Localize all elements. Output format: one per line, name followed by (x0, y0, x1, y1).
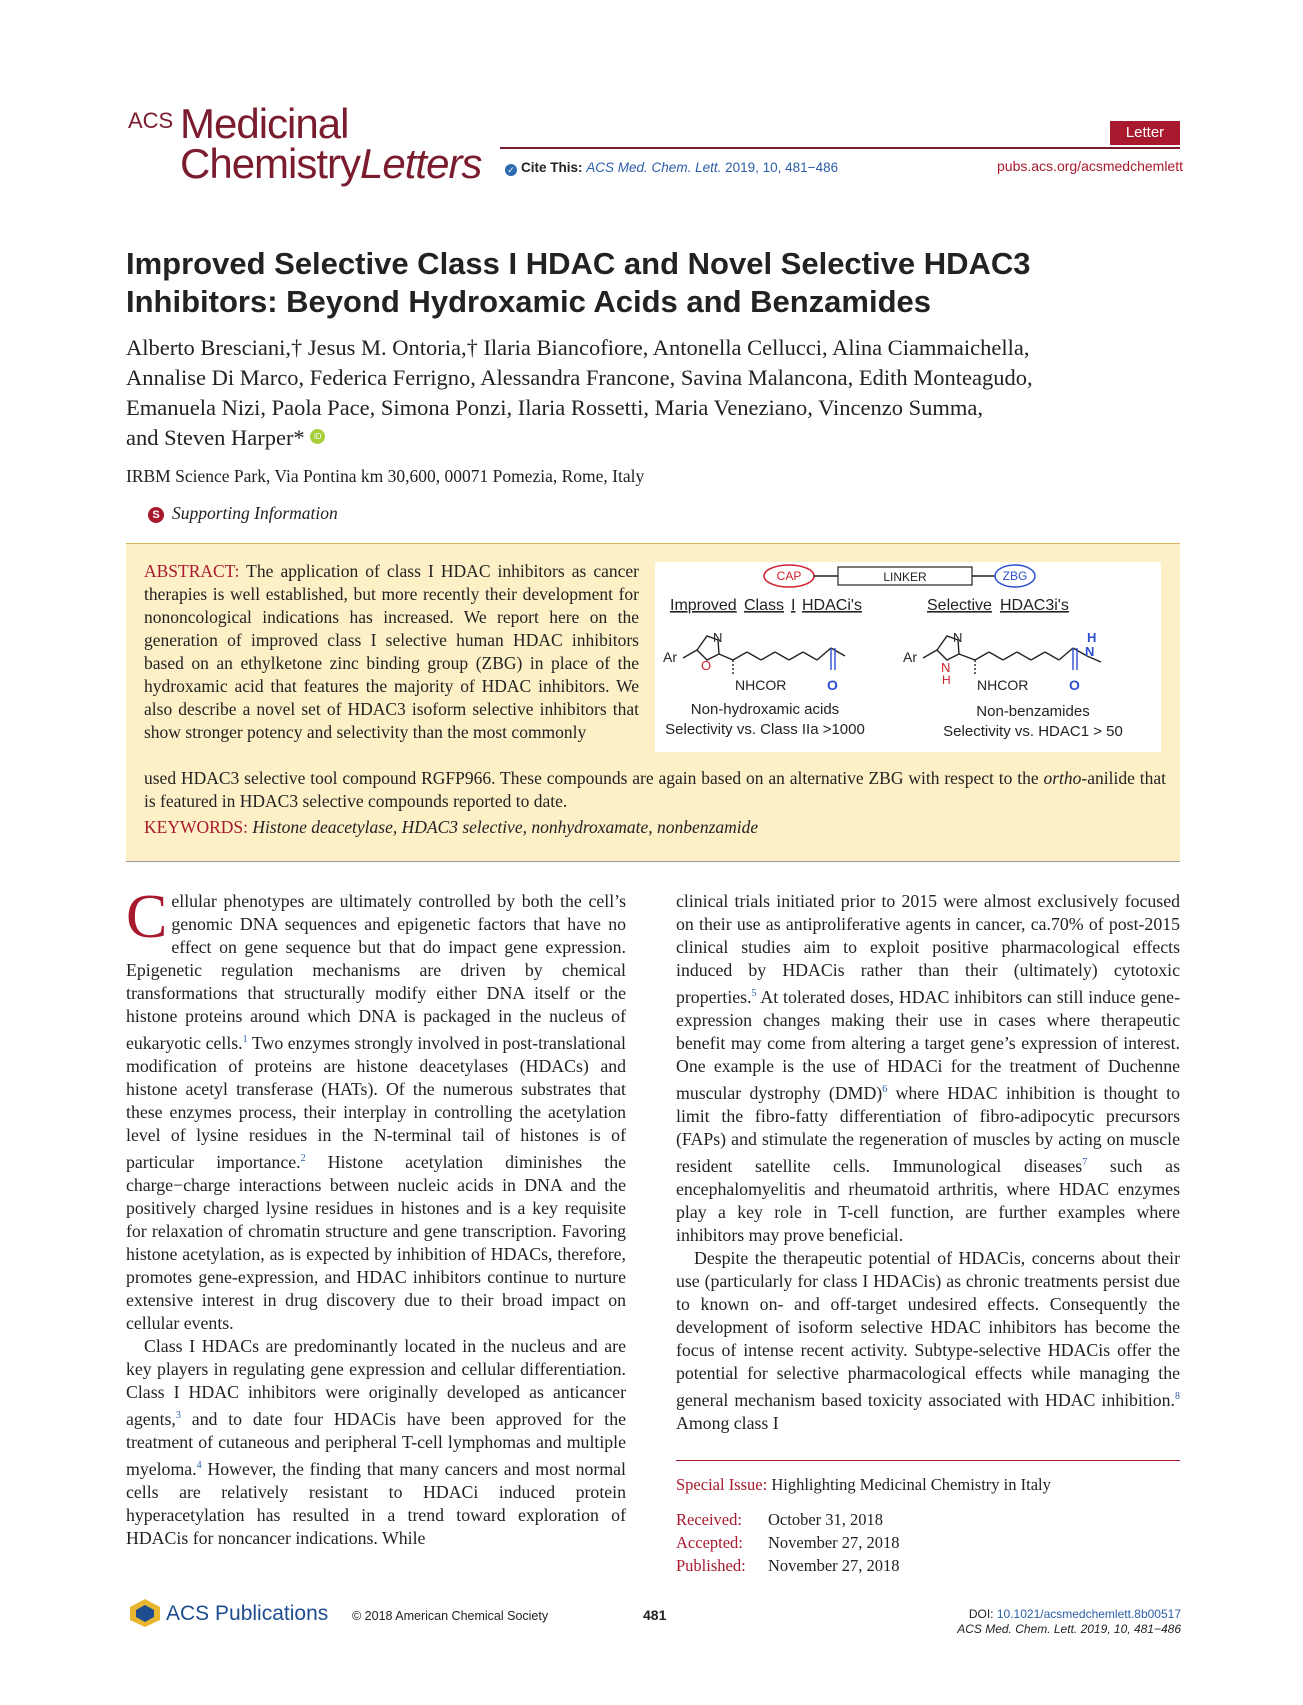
abstract-label: ABSTRACT: (144, 561, 240, 581)
drop-cap: C (126, 883, 168, 951)
supporting-information-link[interactable] (148, 503, 338, 524)
article-type-badge: Letter (1110, 121, 1180, 145)
abstract-text (144, 560, 639, 744)
toc-graphic-svg (655, 562, 1161, 752)
special-issue-label: Special Issue: (676, 1475, 768, 1494)
publication-dates (676, 1508, 900, 1577)
page-number: 481 (643, 1607, 667, 1623)
author-line-1: Alberto Bresciani,† Jesus M. Ontoria,† Ilaria Biancofiore, Antonella Cellucci, Alina Ciammaichella, (126, 335, 1030, 360)
body-paragraph: Despite the therapeutic potential of HDACis, concerns about their use (particularly for class I HDACis) as chronic treatments persist due to known on- and off-target undesired effects. Consequently the development of isoform selective HDAC inhibitors has become the focus of intense recent activity. Subtype-selective HDACis offer the potential for selective pharmacological effects while managing the general mechanism based toxicity associated with HDAC inhibition.$^8$ Among class I (676, 1247, 1180, 1433)
cite-this[interactable] (505, 160, 838, 176)
right-n-label: N (953, 630, 963, 645)
left-ketone-o: O (827, 677, 838, 693)
date-accepted: Accepted: November 27, 2018 (676, 1533, 900, 1552)
abstract-divider (126, 861, 1180, 862)
doi-block (957, 1607, 1181, 1637)
reference-link[interactable]: 1 (242, 1034, 248, 1045)
keywords (144, 817, 1166, 838)
logo-medicinal: Medicinal (180, 100, 349, 147)
journal-reference: ACS Med. Chem. Lett. 2019, 10, 481−486 (957, 1622, 1181, 1636)
logo-chemistry-letters: ChemistryLetters (180, 140, 482, 187)
linker-label: LINKER (883, 570, 927, 584)
right-amide-o: O (1069, 677, 1080, 693)
left-caption-2: Selectivity vs. Class IIa >1000 (665, 721, 865, 738)
doi-link[interactable]: 10.1021/acsmedchemlett.8b00517 (996, 1607, 1181, 1621)
left-o-label: O (701, 658, 712, 673)
publisher-name: ACS Publications (166, 1602, 329, 1625)
right-structure-title: Selective HDAC3i's (927, 597, 1069, 614)
special-issue-text: Highlighting Medicinal Chemistry in Italy (771, 1475, 1051, 1494)
title-line-1: Improved Selective Class I HDAC and Novel Selective HDAC3 (126, 246, 1031, 281)
special-issue (676, 1475, 1180, 1495)
abstract-continuation: used HDAC3 selective tool compound RGFP966. These compounds are again based on an alternative ZBG with respect to the ortho-anilide that is featured in HDAC3 selective compounds reported to date. (144, 768, 1166, 811)
reference-link[interactable]: 6 (882, 1083, 888, 1095)
keywords-list: Histone deacetylase, HDAC3 selective, nonhydroxamate, nonbenzamide (252, 817, 759, 837)
body-column-left (126, 883, 626, 1550)
special-issue-divider (676, 1460, 1180, 1461)
toc-graphic (655, 562, 1161, 752)
reference-link[interactable]: 2 (300, 1152, 306, 1164)
author-line-3: Emanuela Nizi, Paola Pace, Simona Ponzi, Ilaria Rossetti, Maria Veneziano, Vincenzo Summa, (126, 395, 983, 420)
reference-link[interactable]: 3 (175, 1409, 181, 1421)
reference-link[interactable]: 5 (751, 988, 757, 999)
keywords-label: KEYWORDS: (144, 817, 249, 837)
left-caption-1: Non-hydroxamic acids (690, 701, 840, 718)
reference-link[interactable]: 8 (1175, 1390, 1180, 1402)
reference-link[interactable]: 4 (196, 1459, 202, 1471)
right-amide-n: N (1085, 644, 1095, 659)
journal-logo (128, 100, 508, 195)
left-n-label: N (713, 630, 723, 645)
cite-label: Cite This: (521, 160, 583, 175)
author-list (126, 333, 1206, 453)
right-nhcor-label: NHCOR (977, 677, 1029, 693)
abstract-body: The application of class I HDAC inhibitors as cancer therapies is well established, but more recently their development for nononcological indications has increased. We report here on the generation of improved class I selective human HDAC inhibitors based on an ethylketone zinc binding group (ZBG) in place of the hydroxamic acid that features the majority of HDAC inhibitors. We also describe a novel set of HDAC3 isoform selective inhibitors that show stronger potency and selectivity than the most commonly (144, 561, 640, 742)
zbg-label: ZBG (1002, 569, 1028, 583)
date-received: Received: October 31, 2018 (676, 1510, 884, 1529)
journal-url[interactable]: pubs.acs.org/acsmedchemlett (997, 158, 1183, 174)
right-nh-h-label: H (942, 673, 951, 687)
left-nhcor-label: NHCOR (735, 677, 787, 693)
orcid-icon[interactable]: iD (310, 429, 325, 444)
body-paragraph: Cellular phenotypes are ultimately controlled by both the cell’s genomic DNA sequences and epigenetic factors that have no effect on gene sequence but that do impact gene expression. Epigenetic regulation mechanisms are driven by chemical transformations that structurally modify either DNA itself or the histone proteins around which DNA is packaged in the nucleus of eukaryotic cells.$^1$ Two enzymes strongly involved in post-translational modification of proteins are histone deacetylases (HDACs) and histone acetyl transferase (HATs). Of the numerous substrates that these enzymes process, their interplay in controlling the acetylation level of lysine residues in the N-terminal tail of histones is of particular importance.$^2$ Histone acetylation diminishes the charge−charge interactions between nucleic acids in DNA and the positively charged lysine residues in histones and is a key requisite for relaxation of chromatin structure and gene transcription. Favoring histone acetylation, as is expected by inhibition of HDACs, therefore, promotes gene-expression, and HDAC inhibitors continue to nurture extensive interest in drug discovery due to their broad impact on cellular events. (126, 883, 626, 1333)
date-published: Published: November 27, 2018 (676, 1556, 900, 1575)
author-line-4: and Steven Harper* iD (126, 423, 1206, 453)
right-amide-h: H (1087, 630, 1097, 645)
acs-hexagon-icon (128, 1598, 162, 1628)
supporting-info-label: Supporting Information (172, 503, 338, 523)
body-column-right (676, 890, 1180, 1435)
supporting-info-icon: S (148, 507, 164, 523)
title-line-2: Inhibitors: Beyond Hydroxamic Acids and Benzamides (126, 284, 932, 319)
affiliation: IRBM Science Park, Via Pontina km 30,600, 00071 Pomezia, Rome, Italy (126, 466, 645, 486)
acs-publications-logo[interactable] (128, 1598, 328, 1628)
right-caption-1: Non-benzamides (976, 703, 1090, 720)
check-icon: ✓ (505, 164, 517, 176)
left-structure-title: Improved Class I HDACi's (670, 597, 862, 614)
doi-label: DOI: (968, 1607, 994, 1621)
article-title (126, 245, 1186, 321)
copyright: © 2018 American Chemical Society (352, 1609, 549, 1623)
reference-link[interactable]: 7 (1082, 1156, 1088, 1168)
logo-acs: ACS (128, 108, 174, 133)
cap-label: CAP (776, 569, 802, 583)
body-paragraph: clinical trials initiated prior to 2015 were almost exclusively focused on their use as antiproliferative agents in cancer, ca.70% of post-2015 clinical studies aim to exploit positive pharmacological effects induced by HDACis rather than their (ultimately) cytotoxic properties.$^5$ At tolerated doses, HDAC inhibitors can still induce gene-expression changes making their use in cases where therapeutic benefit may come from altering a target gene’s expression of interest. One example is the use of HDACi for the treatment of Duchenne muscular dystrophy (DMD)$^6$ where HDAC inhibition is thought to limit the fibro-fatty differentiation of fibro-adipocytic precursors (FAPs) and stimulate the regeneration of muscles by acting on muscle resident satellite cells. Immunological diseases$^7$ such as encephalomyelitis and rheumatoid arthritis, where HDAC enzymes play a key role in T-cell function, are further examples where inhibitors may prove beneficial. (676, 891, 1181, 1245)
author-line-2: Annalise Di Marco, Federica Ferrigno, Alessandra Francone, Savina Malancona, Edith Monteagudo, (126, 365, 1033, 390)
cite-journal[interactable]: ACS Med. Chem. Lett. (586, 160, 722, 175)
body-paragraph: Class I HDACs are predominantly located in the nucleus and are key players in regulating gene expression and cellular differentiation. Class I HDAC inhibitors were originally developed as anticancer agents,$^3$ and to date four HDACis have been approved for the treatment of cutaneous and peripheral T-cell lymphomas and multiple myeloma.$^4$ However, the finding that many cancers and most normal cells are relatively resistant to HDACi induced protein hyperacetylation has resulted in a trend toward exploration of HDACis for noncancer indications. While (126, 1335, 626, 1548)
left-ar-label: Ar (663, 649, 677, 665)
cite-volume[interactable]: 2019, 10, 481−486 (725, 160, 839, 175)
right-ar-label: Ar (903, 649, 917, 665)
header-divider (500, 147, 1180, 149)
right-nh-n-label: N (941, 660, 951, 675)
right-caption-2: Selectivity vs. HDAC1 > 50 (943, 723, 1123, 740)
